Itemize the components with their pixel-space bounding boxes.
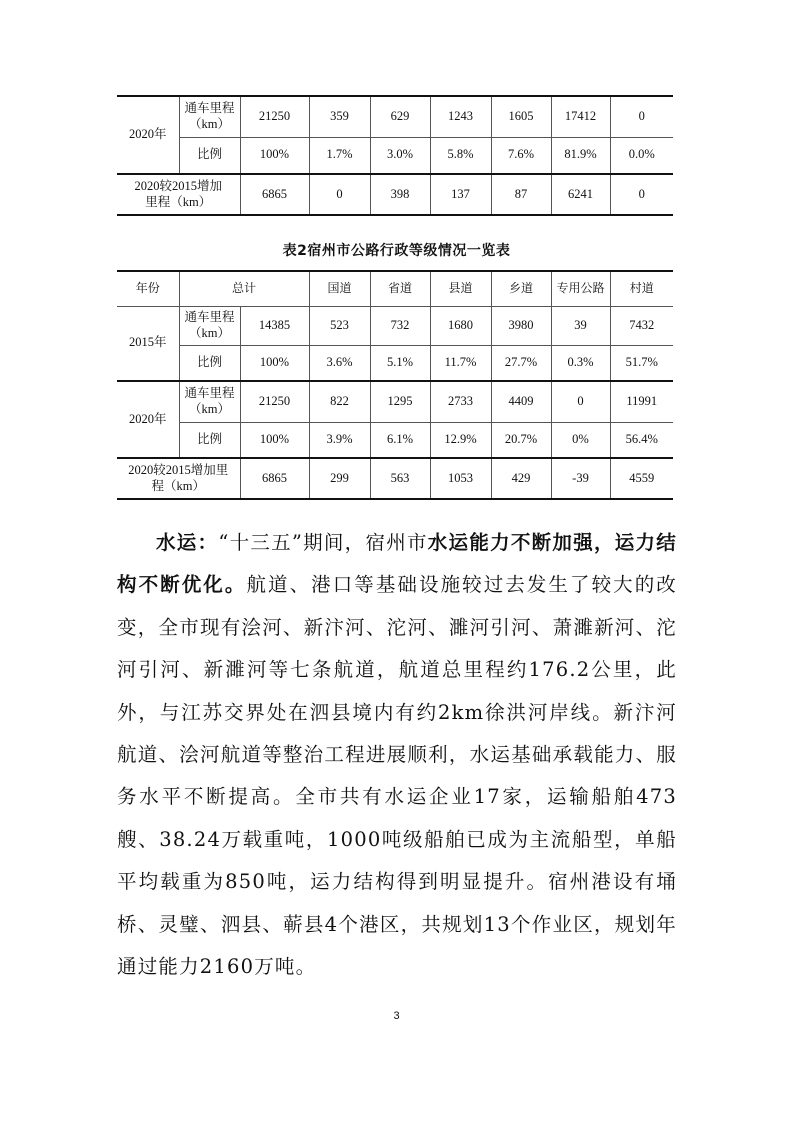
value-cell: 0.3% bbox=[551, 345, 610, 381]
value-cell: 51.7% bbox=[610, 345, 673, 381]
value-cell: 629 bbox=[370, 96, 430, 137]
header-year: 年份 bbox=[117, 271, 179, 306]
value-cell: 87 bbox=[491, 174, 551, 215]
header-row bbox=[117, 271, 673, 306]
value-cell: 1053 bbox=[430, 458, 491, 499]
paragraph-emphasis: 水运能力不断加强，运力结构不断优化。 bbox=[117, 531, 677, 597]
value-cell: 1243 bbox=[430, 96, 491, 137]
value-cell: 732 bbox=[370, 306, 430, 345]
section-lead: 水运： bbox=[156, 531, 219, 554]
value-cell: 523 bbox=[309, 306, 370, 345]
value-cell: 299 bbox=[309, 458, 370, 499]
value-cell: 0 bbox=[610, 96, 673, 137]
table-row bbox=[117, 422, 673, 458]
value-cell: 3.0% bbox=[370, 137, 430, 174]
sub-label-cell: 比例 bbox=[179, 422, 240, 458]
paragraph-text: “十三五”期间，宿州市 bbox=[218, 531, 428, 554]
road-mileage-table-continued bbox=[117, 95, 673, 216]
value-cell: 0 bbox=[309, 174, 370, 215]
increase-label-cell: 2020较2015增加里 程（km） bbox=[117, 458, 240, 499]
value-cell: 6241 bbox=[551, 174, 610, 215]
value-cell: 1680 bbox=[430, 306, 491, 345]
increase-label-cell: 2020较2015增加 里程（km） bbox=[117, 174, 240, 215]
table-row bbox=[117, 137, 673, 174]
value-cell: 17412 bbox=[551, 96, 610, 137]
value-cell: 14385 bbox=[240, 306, 309, 345]
value-cell: -39 bbox=[551, 458, 610, 499]
value-cell: 398 bbox=[370, 174, 430, 215]
value-cell: 429 bbox=[491, 458, 551, 499]
value-cell: 4409 bbox=[491, 381, 551, 422]
value-cell: 39 bbox=[551, 306, 610, 345]
page-number: 3 bbox=[393, 1010, 400, 1022]
road-admin-grade-table bbox=[117, 270, 673, 500]
table-row bbox=[117, 458, 673, 499]
value-cell: 359 bbox=[309, 96, 370, 137]
sub-label-cell: 比例 bbox=[179, 137, 240, 174]
value-cell: 6865 bbox=[240, 174, 309, 215]
value-cell: 2733 bbox=[430, 381, 491, 422]
value-cell: 137 bbox=[430, 174, 491, 215]
value-cell: 11991 bbox=[610, 381, 673, 422]
value-cell: 0 bbox=[551, 381, 610, 422]
value-cell: 0.0% bbox=[610, 137, 673, 174]
year-cell: 2020年 bbox=[117, 96, 179, 174]
value-cell: 6.1% bbox=[370, 422, 430, 458]
value-cell: 21250 bbox=[240, 96, 309, 137]
value-cell: 1605 bbox=[491, 96, 551, 137]
value-cell: 1.7% bbox=[309, 137, 370, 174]
header-village: 村道 bbox=[610, 271, 673, 306]
value-cell: 3.6% bbox=[309, 345, 370, 381]
value-cell: 81.9% bbox=[551, 137, 610, 174]
value-cell: 3980 bbox=[491, 306, 551, 345]
value-cell: 1295 bbox=[370, 381, 430, 422]
table-caption: 表2宿州市公路行政等级情况一览表 bbox=[282, 243, 511, 259]
year-cell: 2020年 bbox=[117, 381, 179, 458]
table-row bbox=[117, 345, 673, 381]
value-cell: 100% bbox=[240, 137, 309, 174]
value-cell: 0% bbox=[551, 422, 610, 458]
value-cell: 20.7% bbox=[491, 422, 551, 458]
header-total: 总计 bbox=[179, 271, 309, 306]
value-cell: 21250 bbox=[240, 381, 309, 422]
header-provincial: 省道 bbox=[370, 271, 430, 306]
value-cell: 7432 bbox=[610, 306, 673, 345]
value-cell: 56.4% bbox=[610, 422, 673, 458]
sub-label-cell: 通车里程 （km） bbox=[179, 96, 240, 137]
value-cell: 7.6% bbox=[491, 137, 551, 174]
value-cell: 4559 bbox=[610, 458, 673, 499]
value-cell: 6865 bbox=[240, 458, 309, 499]
sub-label-cell: 比例 bbox=[179, 345, 240, 381]
sub-label-cell: 通车里程 （km） bbox=[179, 381, 240, 422]
value-cell: 11.7% bbox=[430, 345, 491, 381]
table-row bbox=[117, 96, 673, 137]
value-cell: 27.7% bbox=[491, 345, 551, 381]
value-cell: 3.9% bbox=[309, 422, 370, 458]
value-cell: 822 bbox=[309, 381, 370, 422]
paragraph-text: 航道、港口等基础设施较过去发生了较大的改变，全市现有浍河、新汴河、沱河、濉河引河、萧濉新河、沱河引河、新濉河等七条航道，航道总里程约176.2公里，此外，与江苏交界处在泗县境内有约2km徐洪河岸线。新汴河航道、浍河航道等整治工程进展顺利，水运基础承载能力、服务水平不断提高。全市共有水运企业17家，运输船舶473艘、38.24万载重吨，1000吨级船舶已成为主流船型，单船平均载重为850吨，运力结构得到明显提升。宿州港设有埇桥、灵璧、泗县、蕲县4个港区，共规划13个作业区，规划年通过能力2160万吨。 bbox=[117, 573, 677, 979]
sub-label-cell: 通车里程 （km） bbox=[179, 306, 240, 345]
table-row bbox=[117, 381, 673, 422]
header-township: 乡道 bbox=[491, 271, 551, 306]
header-special: 专用公路 bbox=[551, 271, 610, 306]
value-cell: 12.9% bbox=[430, 422, 491, 458]
value-cell: 0 bbox=[610, 174, 673, 215]
value-cell: 100% bbox=[240, 345, 309, 381]
value-cell: 563 bbox=[370, 458, 430, 499]
value-cell: 100% bbox=[240, 422, 309, 458]
header-county: 县道 bbox=[430, 271, 491, 306]
year-cell: 2015年 bbox=[117, 306, 179, 381]
body-paragraph bbox=[117, 522, 677, 988]
water-transport-section bbox=[117, 522, 677, 988]
value-cell: 5.8% bbox=[430, 137, 491, 174]
table-row bbox=[117, 174, 673, 215]
value-cell: 5.1% bbox=[370, 345, 430, 381]
table-row bbox=[117, 306, 673, 345]
header-national: 国道 bbox=[309, 271, 370, 306]
